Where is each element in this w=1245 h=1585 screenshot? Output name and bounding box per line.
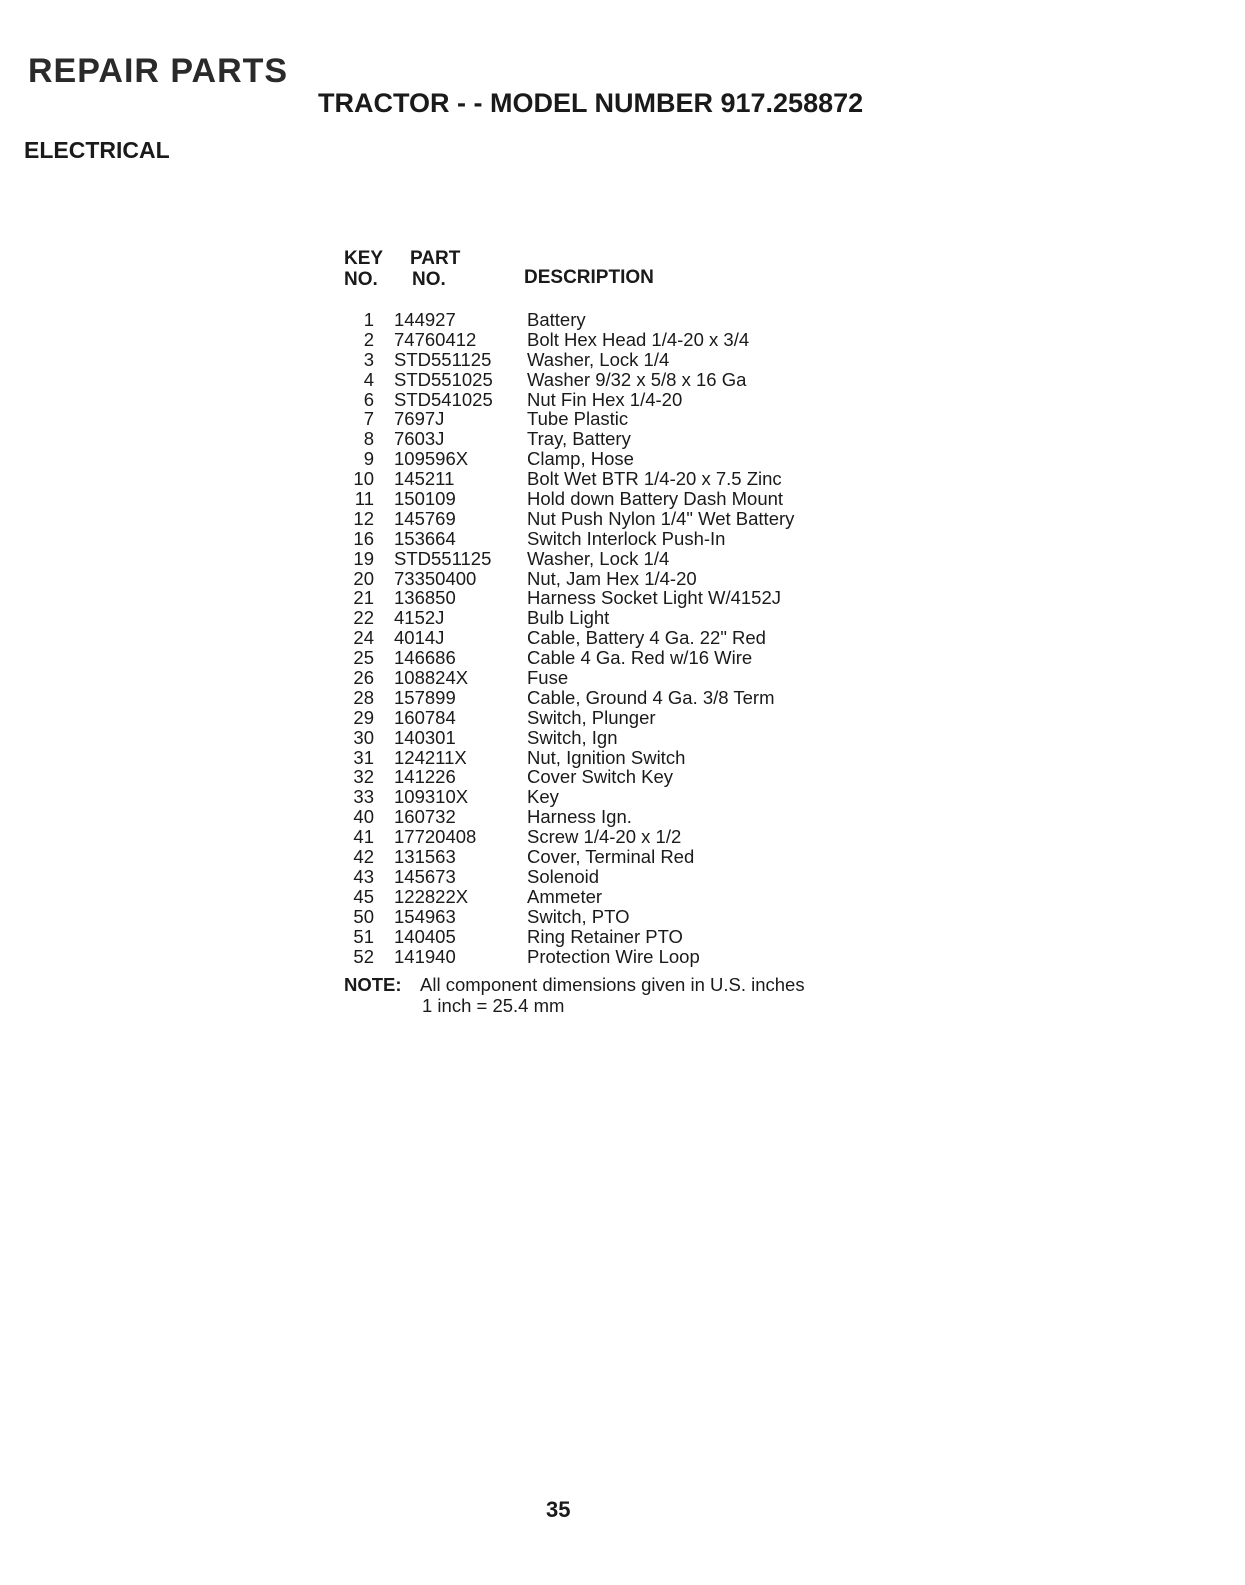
table-row: [344, 608, 904, 628]
part-no-cell: 7697J: [394, 408, 445, 430]
key-no-cell: 52: [353, 945, 374, 967]
key-no-cell: 7: [363, 408, 374, 430]
key-no-cell: 25: [353, 647, 374, 669]
table-row: [344, 489, 904, 509]
key-no-cell: 10: [353, 468, 374, 490]
description-cell: Washer, Lock 1/4: [527, 348, 670, 370]
description-cell: Cover, Terminal Red: [527, 846, 695, 868]
part-no-cell: 144927: [394, 309, 456, 330]
key-no-cell: 22: [353, 607, 374, 629]
part-no-cell: 4152J: [394, 607, 445, 629]
page-title: REPAIR PARTS: [28, 52, 289, 90]
table-row: [344, 509, 904, 529]
part-no-cell: 109310X: [394, 786, 469, 808]
part-no-cell: 17720408: [394, 826, 477, 848]
part-no-cell: 7603J: [394, 428, 445, 450]
part-no-cell: 131563: [394, 846, 456, 868]
table-row: [344, 907, 904, 927]
part-no-cell: 145769: [394, 507, 456, 529]
part-no-cell: 73350400: [394, 567, 477, 589]
table-row: [344, 588, 904, 608]
column-header-description: DESCRIPTION: [524, 267, 654, 288]
description-cell: Nut, Ignition Switch: [527, 746, 686, 768]
description-cell: Nut, Jam Hex 1/4-20: [527, 567, 697, 589]
key-no-cell: 33: [353, 786, 374, 808]
part-no-cell: 122822X: [394, 885, 469, 907]
table-row: [344, 370, 904, 390]
key-no-cell: 30: [353, 726, 374, 748]
key-no-cell: 11: [354, 488, 374, 510]
part-no-cell: 74760412: [394, 328, 477, 350]
part-no-cell: 124211X: [394, 746, 467, 768]
key-no-cell: 41: [353, 826, 374, 848]
description-cell: Switch, PTO: [527, 905, 630, 927]
section-title: ELECTRICAL: [24, 137, 170, 163]
table-row: [344, 350, 904, 370]
table-row: [344, 767, 904, 787]
key-no-cell: 45: [353, 885, 374, 907]
description-cell: Harness Ign.: [527, 806, 632, 828]
table-row: [344, 549, 904, 569]
part-no-cell: 160784: [394, 706, 456, 728]
description-cell: Cover Switch Key: [527, 766, 673, 788]
key-no-cell: 3: [363, 348, 374, 370]
table-row: [344, 469, 904, 489]
table-row: [344, 409, 904, 429]
description-cell: Cable, Ground 4 Ga. 3/8 Term: [527, 686, 775, 708]
part-no-cell: 150109: [394, 488, 456, 510]
description-cell: Washer 9/32 x 5/8 x 16 Ga: [527, 368, 747, 390]
table-row: [344, 449, 904, 469]
note-label: NOTE:: [344, 974, 402, 995]
part-no-cell: STD551025: [394, 368, 493, 390]
description-cell: Ring Retainer PTO: [527, 925, 683, 947]
key-no-cell: 31: [353, 746, 374, 768]
key-no-cell: 29: [353, 706, 374, 728]
key-no-cell: 16: [353, 527, 374, 549]
key-no-cell: 12: [353, 507, 374, 529]
part-no-cell: 140301: [394, 726, 456, 748]
key-no-cell: 28: [353, 686, 374, 708]
description-cell: Key: [527, 786, 559, 808]
part-no-cell: 141226: [394, 766, 456, 788]
part-no-cell: 108824X: [394, 667, 469, 689]
table-row: [344, 429, 904, 449]
table-row: [344, 569, 904, 589]
table-row: [344, 787, 904, 807]
part-no-cell: 145673: [394, 865, 456, 887]
key-no-cell: 51: [353, 925, 374, 947]
description-cell: Cable, Battery 4 Ga. 22" Red: [527, 627, 766, 649]
table-row: [344, 310, 904, 330]
description-cell: Cable 4 Ga. Red w/16 Wire: [527, 647, 753, 669]
description-cell: Nut Fin Hex 1/4-20: [527, 388, 683, 410]
table-row: [344, 628, 904, 648]
column-header-key-line1: KEY: [344, 248, 384, 269]
description-cell: Screw 1/4-20 x 1/2: [527, 826, 682, 848]
part-no-cell: 153664: [394, 527, 456, 549]
part-no-cell: 145211: [394, 468, 455, 490]
table-row: [344, 847, 904, 867]
description-cell: Clamp, Hose: [527, 448, 634, 470]
table-row: [344, 728, 904, 748]
description-cell: Battery: [527, 309, 586, 330]
model-title: TRACTOR - - MODEL NUMBER 917.258872: [318, 88, 864, 118]
key-no-cell: 42: [353, 846, 374, 868]
part-no-cell: 146686: [394, 647, 456, 669]
part-no-cell: STD551125: [394, 348, 492, 370]
description-cell: Switch Interlock Push-In: [527, 527, 726, 549]
description-cell: Ammeter: [527, 885, 603, 907]
key-no-cell: 43: [353, 865, 374, 887]
key-no-cell: 24: [353, 627, 374, 649]
part-no-cell: 109596X: [394, 448, 469, 470]
description-cell: Washer, Lock 1/4: [527, 547, 670, 569]
table-row: [344, 390, 904, 410]
table-row: [344, 827, 904, 847]
table-row: [344, 529, 904, 549]
key-no-cell: 40: [353, 806, 374, 828]
description-cell: Bolt Hex Head 1/4-20 x 3/4: [527, 328, 750, 350]
part-no-cell: STD541025: [394, 388, 493, 410]
table-row: [344, 688, 904, 708]
description-cell: Tray, Battery: [527, 428, 631, 450]
key-no-cell: 32: [353, 766, 374, 788]
table-row: [344, 708, 904, 728]
table-row: [344, 330, 904, 350]
description-cell: Nut Push Nylon 1/4" Wet Battery: [527, 507, 795, 529]
description-cell: Fuse: [527, 667, 569, 689]
part-no-cell: 160732: [394, 806, 456, 828]
key-no-cell: 21: [353, 587, 374, 609]
description-cell: Tube Plastic: [527, 408, 629, 430]
description-cell: Bolt Wet BTR 1/4-20 x 7.5 Zinc: [527, 468, 782, 490]
part-no-cell: STD551125: [394, 547, 492, 569]
key-no-cell: 8: [363, 428, 374, 450]
part-no-cell: 140405: [394, 925, 456, 947]
parts-rows: [344, 310, 904, 966]
page-number: 35: [546, 1497, 571, 1522]
column-header-key-no: [344, 248, 394, 290]
description-cell: Harness Socket Light W/4152J: [527, 587, 781, 609]
note-line1: All component dimensions given in U.S. inches: [420, 974, 805, 995]
column-header-part-no: [410, 248, 460, 290]
table-row: [344, 867, 904, 887]
table-row: [344, 807, 904, 827]
description-cell: Bulb Light: [527, 607, 610, 629]
key-no-cell: 6: [363, 388, 374, 410]
note: [344, 974, 805, 1016]
description-cell: Protection Wire Loop: [527, 945, 700, 967]
part-no-cell: 136850: [394, 587, 456, 609]
note-line2: 1 inch = 25.4 mm: [422, 995, 565, 1016]
column-header-part-line1: PART: [410, 248, 461, 269]
table-row: [344, 887, 904, 907]
key-no-cell: 26: [353, 667, 374, 689]
part-no-cell: 154963: [394, 905, 456, 927]
key-no-cell: 20: [353, 567, 374, 589]
table-row: [344, 748, 904, 768]
key-no-cell: 50: [353, 905, 374, 927]
table-row: [344, 947, 904, 967]
key-no-cell: 9: [363, 448, 374, 470]
table-row: [344, 927, 904, 947]
table-row: [344, 668, 904, 688]
description-cell: Hold down Battery Dash Mount: [527, 488, 784, 510]
part-no-cell: 4014J: [394, 627, 445, 649]
key-no-cell: 4: [363, 368, 374, 390]
part-no-cell: 141940: [394, 945, 456, 967]
key-no-cell: 2: [363, 328, 374, 350]
column-header-key-line2: NO.: [344, 269, 378, 290]
description-cell: Switch, Plunger: [527, 706, 656, 728]
description-cell: Solenoid: [527, 865, 600, 887]
column-header-part-line2: NO.: [412, 269, 446, 290]
table-row: [344, 648, 904, 668]
part-no-cell: 157899: [394, 686, 456, 708]
key-no-cell: 19: [353, 547, 374, 569]
key-no-cell: 1: [363, 309, 374, 330]
description-cell: Switch, Ign: [527, 726, 618, 748]
